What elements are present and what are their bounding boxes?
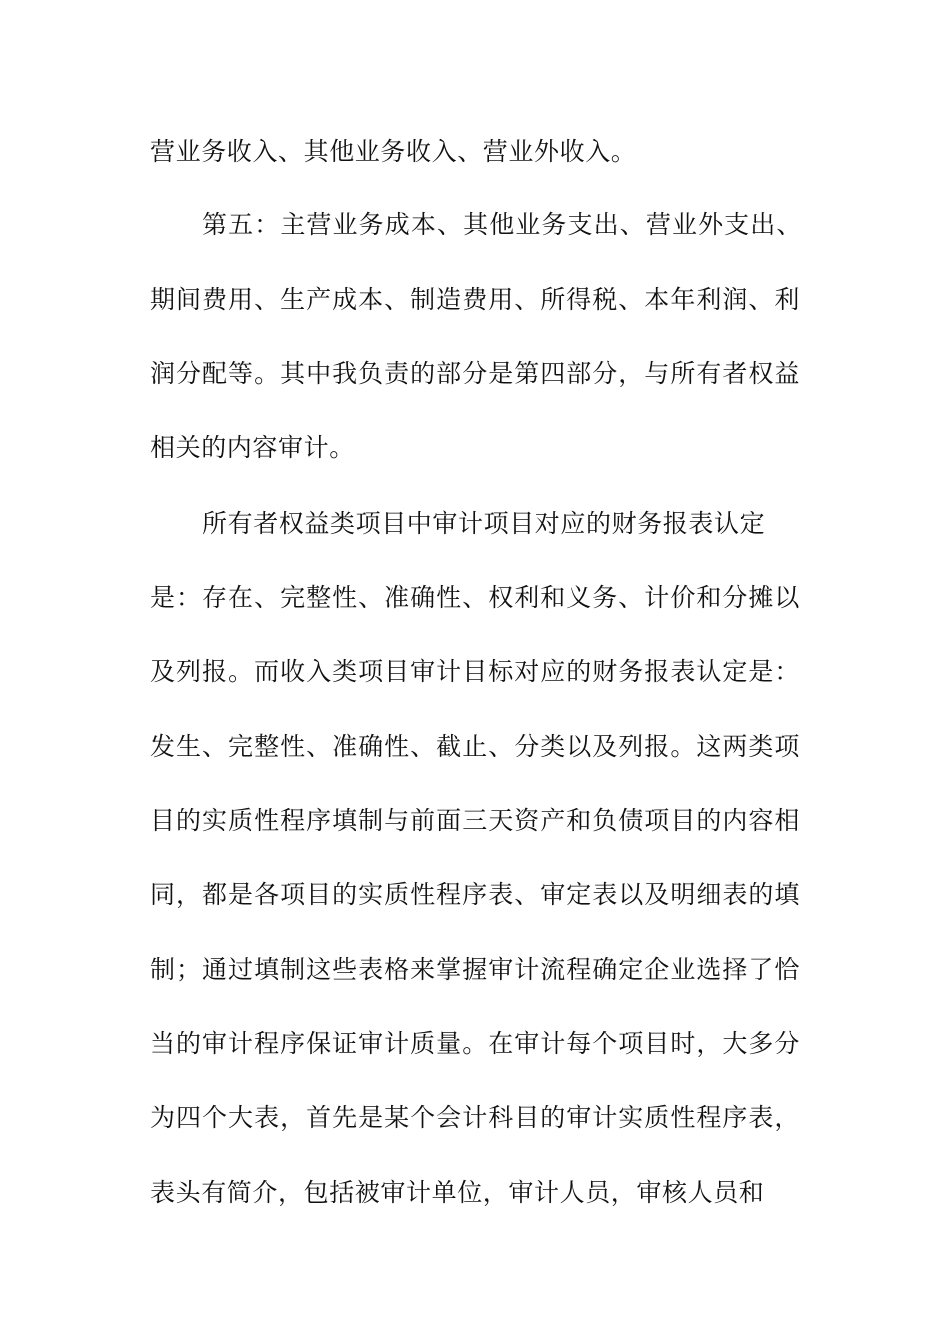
text-line-6: 所有者权益类项目中审计项目对应的财务报表认定	[202, 509, 766, 538]
text-line-9: 发生、完整性、准确性、截止、分类以及列报。这两类项	[150, 732, 800, 761]
text-line-4: 润分配等。其中我负责的部分是第四部分，与所有者权益	[150, 359, 800, 388]
text-line-5: 相关的内容审计。	[150, 433, 355, 462]
text-line-13: 当的审计程序保证审计质量。在审计每个项目时，大多分	[150, 1029, 800, 1058]
text-line-15: 表头有简介，包括被审计单位，审计人员，审核人员和	[150, 1178, 765, 1207]
text-line-10: 目的实质性程序填制与前面三天资产和负债项目的内容相	[150, 806, 800, 835]
text-line-3: 期间费用、生产成本、制造费用、所得税、本年利润、利	[150, 285, 800, 314]
text-line-7: 是：存在、完整性、准确性、权利和义务、计价和分摊以	[150, 583, 800, 612]
text-line-1: 营业务收入、其他业务收入、营业外收入。	[150, 137, 637, 166]
text-line-12: 制；通过填制这些表格来掌握审计流程确定企业选择了恰	[150, 955, 800, 984]
text-line-2: 第五：主营业务成本、其他业务支出、营业外支出、	[202, 210, 802, 239]
text-line-11: 同，都是各项目的实质性程序表、审定表以及明细表的填	[150, 880, 800, 909]
text-line-8: 及列报。而收入类项目审计目标对应的财务报表认定是：	[150, 657, 800, 686]
text-line-14: 为四个大表，首先是某个会计科目的审计实质性程序表，	[150, 1103, 800, 1132]
